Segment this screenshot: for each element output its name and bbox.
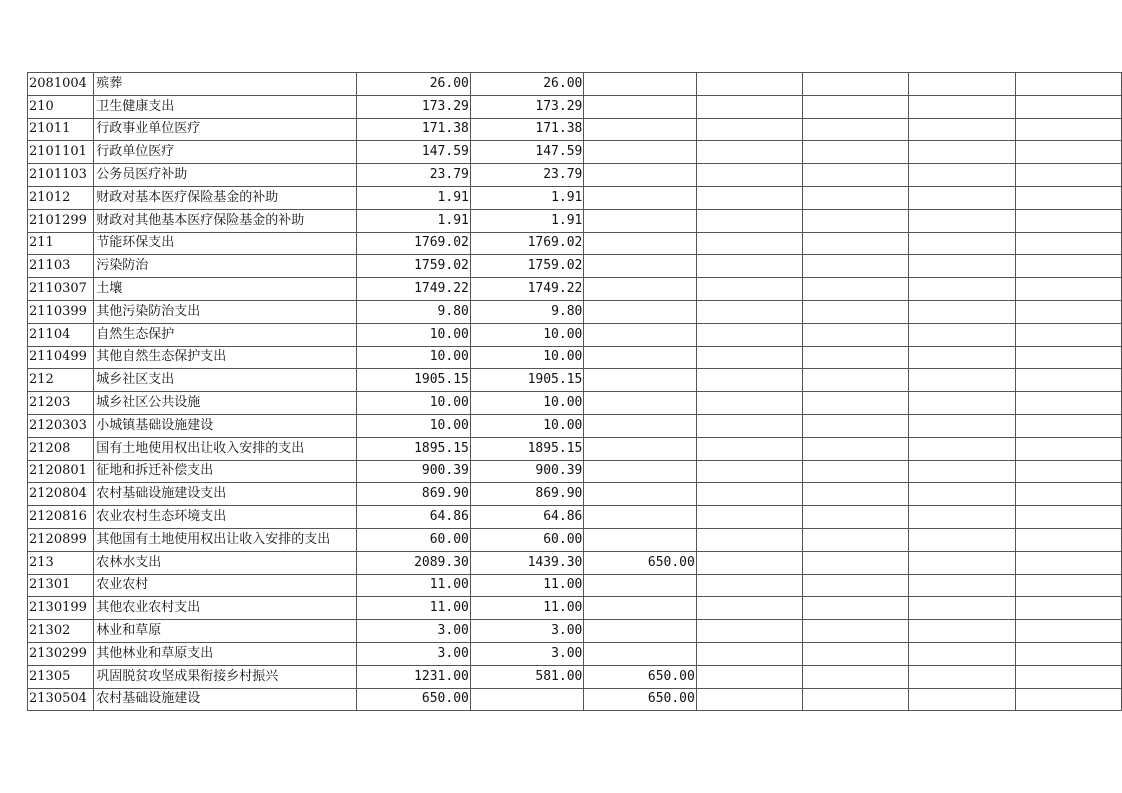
subject-code-cell: 213	[28, 551, 94, 574]
subject-code-cell: 2120801	[28, 460, 94, 483]
blank-cell	[1015, 278, 1121, 301]
basic-amount-cell: 869.90	[470, 483, 584, 506]
table-row	[28, 186, 1122, 209]
total-amount-cell: 650.00	[357, 688, 471, 711]
project-amount-cell	[584, 483, 696, 506]
subject-name-cell: 殡葬	[94, 73, 357, 96]
blank-cell	[803, 620, 909, 643]
total-amount-cell: 900.39	[357, 460, 471, 483]
total-amount-cell: 10.00	[357, 392, 471, 415]
basic-amount-cell: 1.91	[470, 209, 584, 232]
blank-cell	[1015, 460, 1121, 483]
blank-cell	[909, 642, 1015, 665]
table-row	[28, 141, 1122, 164]
blank-cell	[909, 209, 1015, 232]
basic-amount-cell: 581.00	[470, 665, 584, 688]
basic-amount-cell: 1769.02	[470, 232, 584, 255]
table-row	[28, 460, 1122, 483]
subject-name-cell: 其他林业和草原支出	[94, 642, 357, 665]
blank-cell	[803, 392, 909, 415]
subject-name-cell: 卫生健康支出	[94, 95, 357, 118]
blank-cell	[1015, 528, 1121, 551]
budget-table	[27, 72, 1122, 711]
blank-cell	[1015, 551, 1121, 574]
blank-cell	[909, 346, 1015, 369]
basic-amount-cell: 10.00	[470, 392, 584, 415]
blank-cell	[696, 164, 802, 187]
blank-cell	[696, 255, 802, 278]
subject-name-cell: 其他污染防治支出	[94, 300, 357, 323]
blank-cell	[803, 73, 909, 96]
basic-amount-cell: 26.00	[470, 73, 584, 96]
blank-cell	[1015, 574, 1121, 597]
blank-cell	[696, 369, 802, 392]
total-amount-cell: 1759.02	[357, 255, 471, 278]
table-row	[28, 597, 1122, 620]
subject-name-cell: 自然生态保护	[94, 323, 357, 346]
blank-cell	[1015, 255, 1121, 278]
table-row	[28, 278, 1122, 301]
blank-cell	[696, 414, 802, 437]
table-row	[28, 642, 1122, 665]
blank-cell	[803, 164, 909, 187]
blank-cell	[909, 300, 1015, 323]
subject-code-cell: 21305	[28, 665, 94, 688]
project-amount-cell	[584, 392, 696, 415]
subject-name-cell: 财政对基本医疗保险基金的补助	[94, 186, 357, 209]
total-amount-cell: 869.90	[357, 483, 471, 506]
blank-cell	[803, 688, 909, 711]
blank-cell	[696, 528, 802, 551]
blank-cell	[1015, 620, 1121, 643]
blank-cell	[909, 483, 1015, 506]
project-amount-cell	[584, 323, 696, 346]
project-amount-cell	[584, 232, 696, 255]
blank-cell	[1015, 506, 1121, 529]
blank-cell	[1015, 118, 1121, 141]
table-row	[28, 95, 1122, 118]
blank-cell	[696, 95, 802, 118]
blank-cell	[696, 620, 802, 643]
project-amount-cell	[584, 346, 696, 369]
project-amount-cell: 650.00	[584, 665, 696, 688]
table-row	[28, 300, 1122, 323]
table-row	[28, 255, 1122, 278]
blank-cell	[803, 437, 909, 460]
basic-amount-cell: 1749.22	[470, 278, 584, 301]
blank-cell	[696, 460, 802, 483]
blank-cell	[909, 551, 1015, 574]
blank-cell	[696, 300, 802, 323]
subject-code-cell: 2120804	[28, 483, 94, 506]
blank-cell	[909, 574, 1015, 597]
blank-cell	[696, 688, 802, 711]
blank-cell	[1015, 95, 1121, 118]
blank-cell	[696, 392, 802, 415]
project-amount-cell	[584, 597, 696, 620]
table-row	[28, 209, 1122, 232]
basic-amount-cell: 3.00	[470, 620, 584, 643]
blank-cell	[696, 642, 802, 665]
blank-cell	[696, 73, 802, 96]
total-amount-cell: 26.00	[357, 73, 471, 96]
total-amount-cell: 147.59	[357, 141, 471, 164]
subject-name-cell: 公务员医疗补助	[94, 164, 357, 187]
table-row	[28, 118, 1122, 141]
blank-cell	[803, 209, 909, 232]
basic-amount-cell: 1895.15	[470, 437, 584, 460]
project-amount-cell: 650.00	[584, 551, 696, 574]
blank-cell	[803, 460, 909, 483]
total-amount-cell: 11.00	[357, 574, 471, 597]
blank-cell	[1015, 186, 1121, 209]
basic-amount-cell: 10.00	[470, 323, 584, 346]
total-amount-cell: 1895.15	[357, 437, 471, 460]
table-row	[28, 369, 1122, 392]
blank-cell	[1015, 392, 1121, 415]
subject-name-cell: 财政对其他基本医疗保险基金的补助	[94, 209, 357, 232]
project-amount-cell	[584, 642, 696, 665]
project-amount-cell	[584, 369, 696, 392]
subject-code-cell: 2110499	[28, 346, 94, 369]
table-row	[28, 414, 1122, 437]
blank-cell	[909, 506, 1015, 529]
subject-name-cell: 小城镇基础设施建设	[94, 414, 357, 437]
total-amount-cell: 1749.22	[357, 278, 471, 301]
subject-name-cell: 农业农村生态环境支出	[94, 506, 357, 529]
subject-code-cell: 21208	[28, 437, 94, 460]
total-amount-cell: 60.00	[357, 528, 471, 551]
blank-cell	[909, 118, 1015, 141]
project-amount-cell	[584, 118, 696, 141]
blank-cell	[1015, 688, 1121, 711]
total-amount-cell: 1.91	[357, 209, 471, 232]
project-amount-cell	[584, 209, 696, 232]
basic-amount-cell: 10.00	[470, 414, 584, 437]
blank-cell	[909, 73, 1015, 96]
project-amount-cell: 650.00	[584, 688, 696, 711]
subject-code-cell: 2130504	[28, 688, 94, 711]
project-amount-cell	[584, 414, 696, 437]
basic-amount-cell: 11.00	[470, 574, 584, 597]
subject-code-cell: 2120303	[28, 414, 94, 437]
subject-code-cell: 21011	[28, 118, 94, 141]
blank-cell	[696, 483, 802, 506]
blank-cell	[1015, 597, 1121, 620]
table-row	[28, 620, 1122, 643]
blank-cell	[696, 186, 802, 209]
blank-cell	[696, 232, 802, 255]
subject-code-cell: 2110307	[28, 278, 94, 301]
table-row	[28, 164, 1122, 187]
total-amount-cell: 10.00	[357, 346, 471, 369]
blank-cell	[803, 483, 909, 506]
subject-code-cell: 210	[28, 95, 94, 118]
blank-cell	[909, 414, 1015, 437]
basic-amount-cell: 1759.02	[470, 255, 584, 278]
blank-cell	[696, 209, 802, 232]
blank-cell	[803, 141, 909, 164]
subject-code-cell: 21301	[28, 574, 94, 597]
basic-amount-cell: 23.79	[470, 164, 584, 187]
project-amount-cell	[584, 73, 696, 96]
blank-cell	[1015, 141, 1121, 164]
blank-cell	[803, 300, 909, 323]
table-row	[28, 506, 1122, 529]
subject-code-cell: 2101103	[28, 164, 94, 187]
blank-cell	[909, 186, 1015, 209]
subject-name-cell: 城乡社区公共设施	[94, 392, 357, 415]
total-amount-cell: 10.00	[357, 323, 471, 346]
blank-cell	[1015, 232, 1121, 255]
blank-cell	[909, 620, 1015, 643]
subject-name-cell: 巩固脱贫攻坚成果衔接乡村振兴	[94, 665, 357, 688]
blank-cell	[909, 232, 1015, 255]
blank-cell	[803, 346, 909, 369]
subject-code-cell: 21302	[28, 620, 94, 643]
blank-cell	[1015, 437, 1121, 460]
blank-cell	[696, 551, 802, 574]
blank-cell	[803, 255, 909, 278]
subject-name-cell: 农林水支出	[94, 551, 357, 574]
table-row	[28, 528, 1122, 551]
table-row	[28, 688, 1122, 711]
table-row	[28, 323, 1122, 346]
blank-cell	[696, 118, 802, 141]
basic-amount-cell: 900.39	[470, 460, 584, 483]
blank-cell	[696, 506, 802, 529]
basic-amount-cell: 3.00	[470, 642, 584, 665]
blank-cell	[909, 460, 1015, 483]
subject-code-cell: 2120899	[28, 528, 94, 551]
blank-cell	[909, 688, 1015, 711]
total-amount-cell: 173.29	[357, 95, 471, 118]
subject-code-cell: 212	[28, 369, 94, 392]
blank-cell	[1015, 323, 1121, 346]
project-amount-cell	[584, 460, 696, 483]
blank-cell	[1015, 642, 1121, 665]
subject-code-cell: 211	[28, 232, 94, 255]
blank-cell	[909, 255, 1015, 278]
blank-cell	[803, 369, 909, 392]
subject-code-cell: 2101101	[28, 141, 94, 164]
project-amount-cell	[584, 278, 696, 301]
subject-name-cell: 行政单位医疗	[94, 141, 357, 164]
basic-amount-cell: 1.91	[470, 186, 584, 209]
total-amount-cell: 1769.02	[357, 232, 471, 255]
blank-cell	[909, 665, 1015, 688]
basic-amount-cell: 64.86	[470, 506, 584, 529]
total-amount-cell: 2089.30	[357, 551, 471, 574]
blank-cell	[803, 278, 909, 301]
subject-name-cell: 土壤	[94, 278, 357, 301]
table-row	[28, 437, 1122, 460]
basic-amount-cell: 1905.15	[470, 369, 584, 392]
blank-cell	[803, 665, 909, 688]
total-amount-cell: 1231.00	[357, 665, 471, 688]
subject-name-cell: 其他农业农村支出	[94, 597, 357, 620]
subject-name-cell: 污染防治	[94, 255, 357, 278]
blank-cell	[803, 551, 909, 574]
blank-cell	[696, 437, 802, 460]
blank-cell	[909, 323, 1015, 346]
project-amount-cell	[584, 574, 696, 597]
basic-amount-cell: 60.00	[470, 528, 584, 551]
subject-name-cell: 征地和拆迁补偿支出	[94, 460, 357, 483]
blank-cell	[1015, 483, 1121, 506]
basic-amount-cell: 9.80	[470, 300, 584, 323]
total-amount-cell: 23.79	[357, 164, 471, 187]
blank-cell	[803, 528, 909, 551]
project-amount-cell	[584, 95, 696, 118]
table-row	[28, 574, 1122, 597]
subject-name-cell: 农业农村	[94, 574, 357, 597]
subject-name-cell: 行政事业单位医疗	[94, 118, 357, 141]
subject-code-cell: 21012	[28, 186, 94, 209]
blank-cell	[803, 574, 909, 597]
subject-code-cell: 21104	[28, 323, 94, 346]
blank-cell	[909, 369, 1015, 392]
project-amount-cell	[584, 141, 696, 164]
subject-code-cell: 21203	[28, 392, 94, 415]
project-amount-cell	[584, 186, 696, 209]
subject-code-cell: 21103	[28, 255, 94, 278]
blank-cell	[803, 597, 909, 620]
project-amount-cell	[584, 300, 696, 323]
subject-name-cell: 林业和草原	[94, 620, 357, 643]
blank-cell	[696, 278, 802, 301]
subject-name-cell: 其他自然生态保护支出	[94, 346, 357, 369]
project-amount-cell	[584, 255, 696, 278]
total-amount-cell: 3.00	[357, 620, 471, 643]
blank-cell	[909, 141, 1015, 164]
project-amount-cell	[584, 506, 696, 529]
total-amount-cell: 11.00	[357, 597, 471, 620]
blank-cell	[696, 574, 802, 597]
project-amount-cell	[584, 620, 696, 643]
total-amount-cell: 1.91	[357, 186, 471, 209]
total-amount-cell: 10.00	[357, 414, 471, 437]
subject-code-cell: 2130199	[28, 597, 94, 620]
subject-code-cell: 2120816	[28, 506, 94, 529]
blank-cell	[696, 141, 802, 164]
blank-cell	[909, 95, 1015, 118]
blank-cell	[1015, 665, 1121, 688]
blank-cell	[803, 232, 909, 255]
project-amount-cell	[584, 437, 696, 460]
basic-amount-cell: 1439.30	[470, 551, 584, 574]
subject-name-cell: 节能环保支出	[94, 232, 357, 255]
blank-cell	[1015, 73, 1121, 96]
blank-cell	[1015, 209, 1121, 232]
table-body	[28, 73, 1122, 711]
blank-cell	[909, 597, 1015, 620]
basic-amount-cell: 171.38	[470, 118, 584, 141]
total-amount-cell: 9.80	[357, 300, 471, 323]
blank-cell	[1015, 346, 1121, 369]
blank-cell	[909, 164, 1015, 187]
blank-cell	[1015, 300, 1121, 323]
blank-cell	[1015, 414, 1121, 437]
blank-cell	[1015, 164, 1121, 187]
subject-name-cell: 城乡社区支出	[94, 369, 357, 392]
blank-cell	[909, 437, 1015, 460]
total-amount-cell: 64.86	[357, 506, 471, 529]
blank-cell	[803, 95, 909, 118]
table-row	[28, 346, 1122, 369]
subject-name-cell: 其他国有土地使用权出让收入安排的支出	[94, 528, 357, 551]
project-amount-cell	[584, 528, 696, 551]
total-amount-cell: 3.00	[357, 642, 471, 665]
subject-code-cell: 2110399	[28, 300, 94, 323]
table-row	[28, 483, 1122, 506]
blank-cell	[803, 118, 909, 141]
basic-amount-cell: 11.00	[470, 597, 584, 620]
project-amount-cell	[584, 164, 696, 187]
blank-cell	[803, 414, 909, 437]
subject-code-cell: 2130299	[28, 642, 94, 665]
subject-name-cell: 农村基础设施建设	[94, 688, 357, 711]
table-row	[28, 232, 1122, 255]
blank-cell	[803, 506, 909, 529]
table-row	[28, 73, 1122, 96]
subject-name-cell: 农村基础设施建设支出	[94, 483, 357, 506]
table-row	[28, 392, 1122, 415]
subject-code-cell: 2101299	[28, 209, 94, 232]
total-amount-cell: 1905.15	[357, 369, 471, 392]
blank-cell	[909, 392, 1015, 415]
basic-amount-cell: 173.29	[470, 95, 584, 118]
blank-cell	[1015, 369, 1121, 392]
blank-cell	[696, 597, 802, 620]
basic-amount-cell: 147.59	[470, 141, 584, 164]
blank-cell	[909, 528, 1015, 551]
total-amount-cell: 171.38	[357, 118, 471, 141]
blank-cell	[696, 323, 802, 346]
blank-cell	[803, 323, 909, 346]
basic-amount-cell: 10.00	[470, 346, 584, 369]
table-row	[28, 665, 1122, 688]
budget-sheet	[27, 72, 1122, 711]
basic-amount-cell	[470, 688, 584, 711]
subject-code-cell: 2081004	[28, 73, 94, 96]
blank-cell	[909, 278, 1015, 301]
table-row	[28, 551, 1122, 574]
blank-cell	[803, 642, 909, 665]
blank-cell	[696, 346, 802, 369]
blank-cell	[803, 186, 909, 209]
blank-cell	[696, 665, 802, 688]
subject-name-cell: 国有土地使用权出让收入安排的支出	[94, 437, 357, 460]
